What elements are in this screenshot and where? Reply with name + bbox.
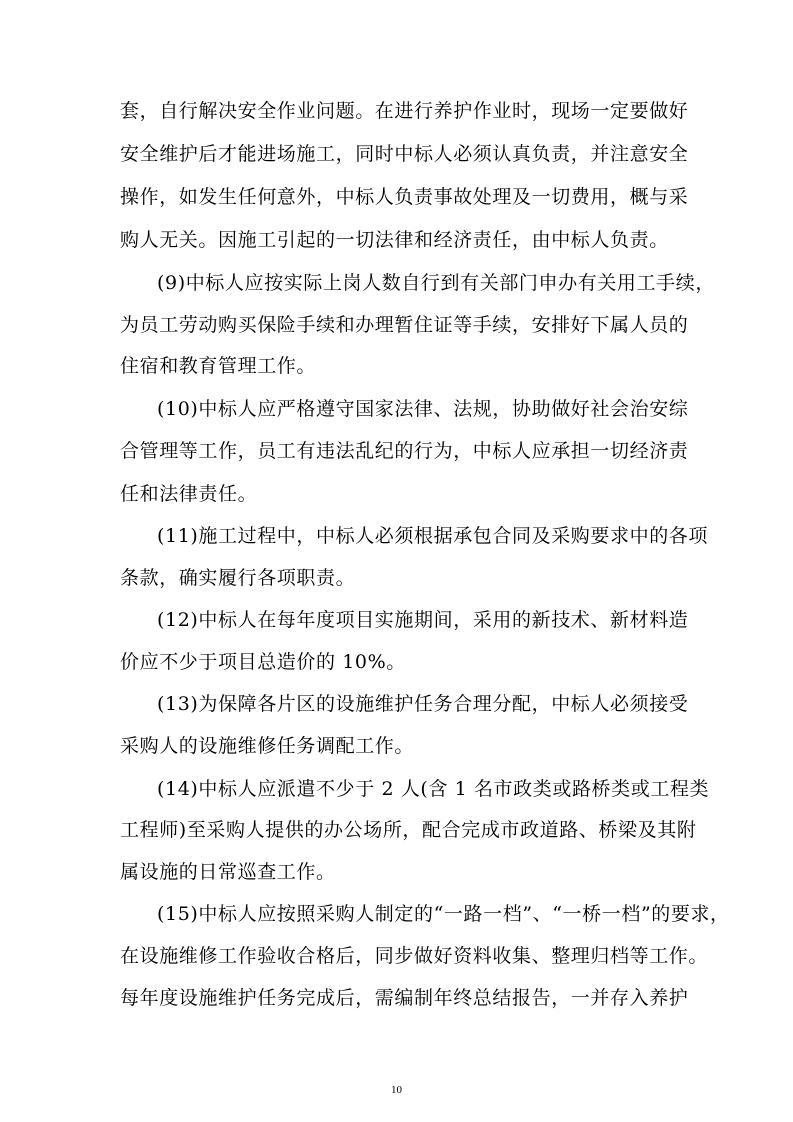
text-line: (14)中标人应派遣不少于 2 人(含 1 名市政类或路桥类或工程类	[157, 778, 710, 800]
page-number: 10	[391, 1084, 402, 1096]
text-line: (13)为保障各片区的设施维护任务合理分配，中标人必须接受	[157, 693, 689, 715]
text-line: 采购人的设施维修任务调配工作。	[120, 735, 415, 757]
text-line: 条款，确实履行各项职责。	[120, 567, 356, 589]
text-line: (12)中标人在每年度项目实施期间，采用的新技术、新材料造	[157, 609, 689, 631]
text-line: 合管理等工作，员工有违法乱纪的行为，中标人应承担一切经济责	[120, 440, 689, 462]
text-line: (15)中标人应按照采购人制定的“一路一档”、“一桥一档”的要求，	[157, 903, 730, 925]
text-line: (9)中标人应按实际上岗人数自行到有关部门申办有关用工手续，	[157, 272, 715, 294]
text-line: (10)中标人应严格遵守国家法律、法规，协助做好社会治安综	[157, 398, 689, 420]
text-line: 任和法律责任。	[120, 483, 258, 505]
text-line: 安全维护后才能进场施工，同时中标人必须认真负责，并注意安全	[120, 143, 689, 165]
text-line: 购人无关。因施工引起的一切法律和经济责任，由中标人负责。	[120, 229, 669, 251]
text-line: 每年度设施维护任务完成后，需编制年终总结报告，一并存入养护	[120, 987, 689, 1009]
text-line: 为员工劳动购买保险手续和办理暂住证等手续，安排好下属人员的	[120, 314, 689, 336]
text-line: 在设施维修工作验收合格后，同步做好资料收集、整理归档等工作。	[120, 945, 709, 967]
text-line: 属设施的日常巡查工作。	[120, 861, 336, 883]
text-line: 住宿和教育管理工作。	[120, 355, 317, 377]
text-line: 操作，如发生任何意外，中标人负责事故处理及一切费用，概与采	[120, 186, 689, 208]
text-line: 工程师)至采购人提供的办公场所，配合完成市政道路、桥梁及其附	[120, 819, 697, 841]
text-line: (11)施工过程中，中标人必须根据承包合同及采购要求中的各项	[157, 525, 709, 547]
text-line: 套，自行解决安全作业问题。在进行养护作业时，现场一定要做好	[120, 100, 689, 122]
text-line: 价应不少于项目总造价的 10%。	[120, 651, 406, 673]
